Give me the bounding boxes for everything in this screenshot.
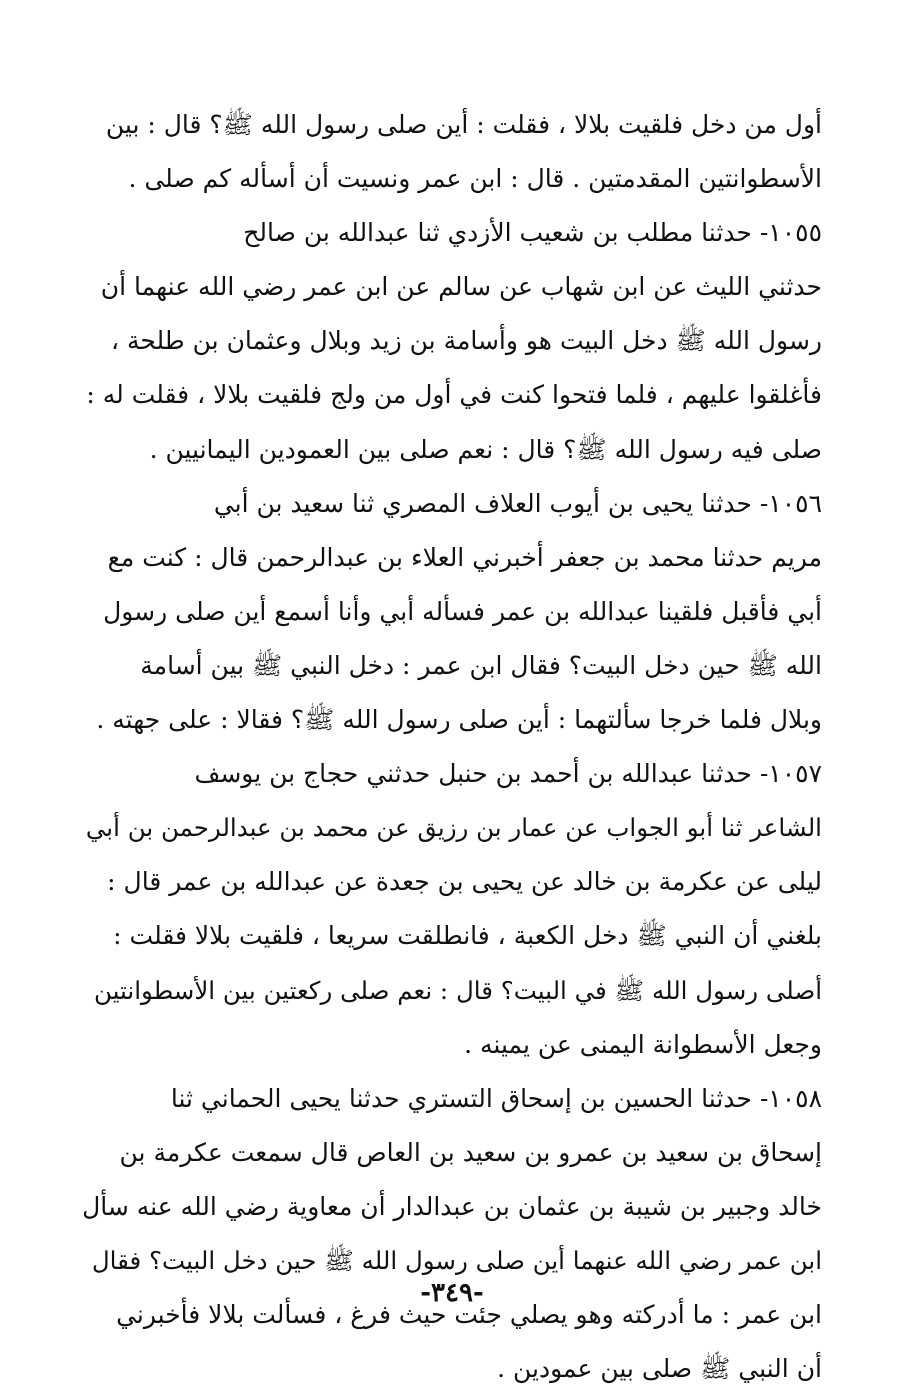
text-line: ليلى عن عكرمة بن خالد عن يحيى بن جعدة عن عبدالله بن عمر قال : xyxy=(107,867,822,897)
text-line: الأسطوانتين المقدمتين . قال : ابن عمر ونسيت أن أسأله كم صلى . xyxy=(128,164,822,194)
text-line: ١٠٥٥- حدثنا مطلب بن شعيب الأزدي ثنا عبدالله بن صالح xyxy=(243,218,822,248)
text-line: وبلال فلما خرجا سألتهما : أين صلى رسول الله ﷺ؟ فقالا : على جهته . xyxy=(96,705,822,735)
text-line: أول من دخل فلقيت بلالا ، فقلت : أين صلى رسول الله ﷺ؟ قال : بين xyxy=(105,110,822,139)
text-line: صلى فيه رسول الله ﷺ؟ قال : نعم صلى بين العمودين اليمانيين . xyxy=(149,434,822,464)
paragraph-cont xyxy=(82,98,822,206)
text-line: ١٠٥٦- حدثنا يحيى بن أيوب العلاف المصري ثنا سعيد بن أبي xyxy=(213,488,822,518)
document-body xyxy=(82,98,822,1396)
text-line: بلغني أن النبي ﷺ دخل الكعبة ، فانطلقت سريعا ، فلقيت بلالا فقلت : xyxy=(113,921,822,951)
text-line: إسحاق بن سعيد بن عمرو بن سعيد بن العاص قال سمعت عكرمة بن xyxy=(119,1137,822,1167)
text-line: ١٠٥٧- حدثنا عبدالله بن أحمد بن حنبل حدثني حجاج بن يوسف xyxy=(194,759,822,789)
text-line: فأغلقوا عليهم ، فلما فتحوا كنت في أول من ولج فلقيت بلالا ، فقلت له : xyxy=(86,380,822,410)
text-line: الشاعر ثنا أبو الجواب عن عمار بن رزيق عن محمد بن عبدالرحمن بن أبي xyxy=(85,813,822,843)
paragraph-1057 xyxy=(82,747,822,1072)
text-line: الله ﷺ حين دخل البيت؟ فقال ابن عمر : دخل النبي ﷺ بين أسامة xyxy=(140,650,822,680)
paragraph-1055 xyxy=(82,206,822,476)
paragraph-1056 xyxy=(82,477,822,747)
text-line: رسول الله ﷺ دخل البيت هو وأسامة بن زيد وبلال وعثمان بن طلحة ، xyxy=(110,326,822,356)
text-line: وجعل الأسطوانة اليمنى عن يمينه . xyxy=(464,1029,822,1059)
text-line: أن النبي ﷺ صلى بين عمودين . xyxy=(497,1354,822,1384)
text-line: مريم حدثنا محمد بن جعفر أخبرني العلاء بن عبدالرحمن قال : كنت مع xyxy=(107,542,822,572)
text-line: أبي فأقبل فلقينا عبدالله بن عمر فسأله أبي وأنا أسمع أين صلى رسول xyxy=(103,596,822,626)
paragraph-1058 xyxy=(82,1072,822,1396)
text-line: ١٠٥٨- حدثنا الحسين بن إسحاق التستري حدثنا يحيى الحماني ثنا xyxy=(170,1083,822,1113)
text-line: حدثني الليث عن ابن شهاب عن سالم عن ابن عمر رضي الله عنهما أن xyxy=(100,272,822,302)
text-line: خالد وجبير بن شيبة بن عثمان بن عبدالدار أن معاوية رضي الله عنه سأل xyxy=(82,1191,822,1221)
text-line: ابن عمر رضي الله عنهما أين صلى رسول الله ﷺ حين دخل البيت؟ فقال xyxy=(91,1245,822,1275)
page-number: -٣٤٩- xyxy=(420,1278,484,1308)
text-line: ابن عمر : ما أدركته وهو يصلي جئت حيث فرغ ، فسألت بلالا فأخبرني xyxy=(116,1300,822,1330)
text-line: أصلى رسول الله ﷺ في البيت؟ قال : نعم صلى ركعتين بين الأسطوانتين xyxy=(93,975,822,1005)
